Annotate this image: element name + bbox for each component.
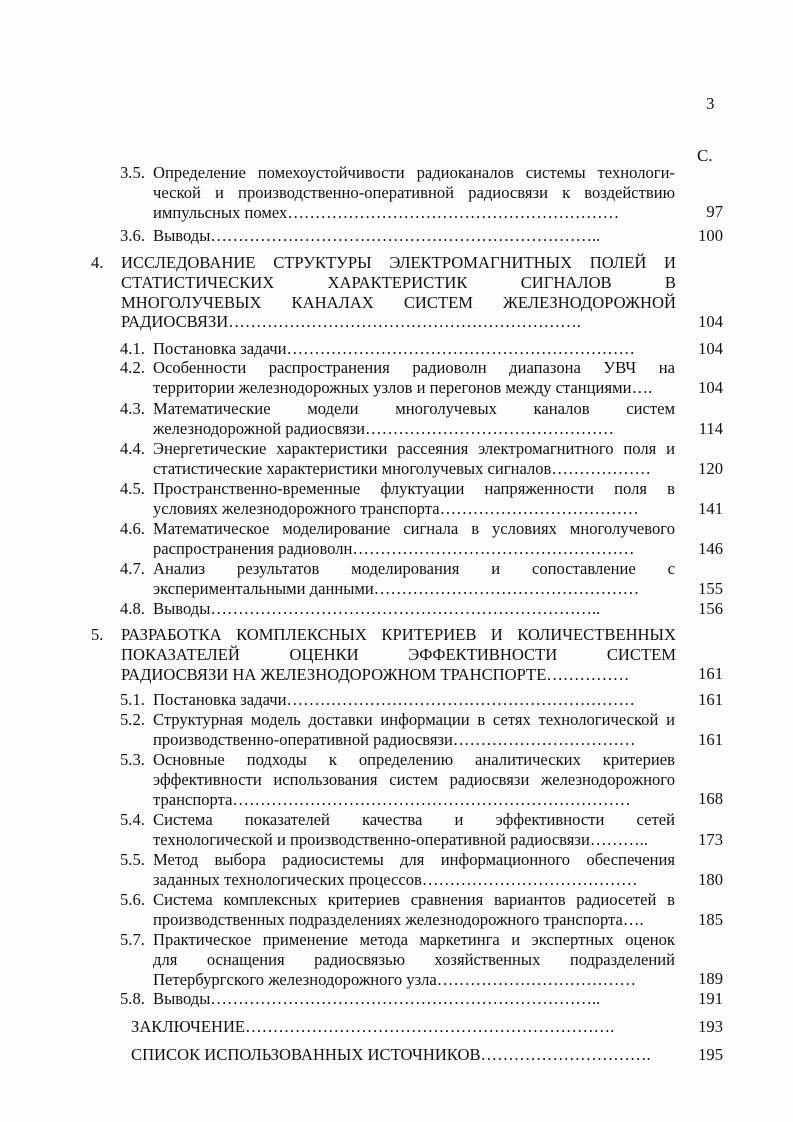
toc-chapter-number: 4. bbox=[91, 253, 104, 272]
page-column-header: С. bbox=[697, 146, 713, 165]
toc-entry-title: Пространственно-временные флуктуации напряженности поля в bbox=[153, 479, 675, 498]
toc-entry-title-line2: распространения радиоволн…………………………………………… bbox=[153, 538, 635, 558]
toc-entry-title: Система комплексных критериев сравнения вариантов радиосетей в bbox=[153, 890, 675, 909]
toc-chapter-title-line3: МНОГОЛУЧЕВЫХ КАНАЛАХ СИСТЕМ ЖЕЛЕЗНОДОРОЖНОЙ bbox=[121, 292, 676, 312]
toc-entry-number: 5.6. bbox=[120, 890, 145, 909]
toc-entry-title-line2: заданных технологических процессов………………………………… bbox=[153, 869, 638, 889]
toc-page-5-2: 161 bbox=[698, 730, 723, 749]
toc-entry-title: Математическое моделирование сигнала в условиях многолучевого bbox=[153, 519, 675, 538]
toc-entry-title: Энергетические характеристики рассеяния электромагнитного поля и bbox=[153, 439, 675, 458]
toc-entry-number: 3.5. bbox=[120, 163, 145, 182]
toc-entry-number: 4.1. bbox=[120, 339, 145, 358]
toc-entry-number: 5.2. bbox=[120, 710, 145, 729]
toc-entry-number: 4.4. bbox=[120, 439, 145, 458]
toc-entry-title-line2: эффективности использования систем радиосвязи железнодорожного bbox=[153, 769, 675, 789]
toc-page-3-6: 100 bbox=[698, 226, 723, 245]
toc-entry-title-line2: территории железнодорожных узлов и перегонов между станциями…. bbox=[153, 377, 653, 397]
toc-entry-number: 5.7. bbox=[120, 930, 145, 949]
toc-page-5-4: 173 bbox=[698, 830, 723, 849]
toc-page-conclusion: 193 bbox=[698, 1017, 723, 1036]
toc-entry-title-line2: железнодорожной радиосвязи……………………………………… bbox=[153, 418, 614, 438]
toc-entry-title: Выводы…………………………………………………………….. bbox=[153, 989, 601, 1008]
toc-entry-title-line2: ческой и производственно-оперативной радиосвязи к воздействию bbox=[153, 182, 675, 202]
toc-entry-title: Выводы…………………………………………………………….. bbox=[153, 599, 601, 618]
toc-entry-number: 4.5. bbox=[120, 479, 145, 498]
toc-entry-number: 4.2. bbox=[120, 358, 145, 377]
toc-entry-title: Структурная модель доставки информации в сетях технологической и bbox=[153, 710, 675, 729]
toc-entry-title-line2: производственно-оперативной радиосвязи…………………………… bbox=[153, 729, 636, 749]
toc-entry-title: Определение помехоустойчивости радиоканалов системы технологи- bbox=[153, 163, 675, 182]
toc-page-4-2: 104 bbox=[698, 378, 723, 397]
toc-chapter-title: РАЗРАБОТКА КОМПЛЕКСНЫХ КРИТЕРИЕВ И КОЛИЧЕСТВЕННЫХ bbox=[121, 625, 676, 644]
toc-page-5-8: 191 bbox=[698, 989, 723, 1008]
toc-entry-title: Математические модели многолучевых каналов систем bbox=[153, 399, 675, 418]
toc-entry-number: 5.4. bbox=[120, 810, 145, 829]
toc-chapter-title-line2: СТАТИСТИЧЕСКИХ ХАРАКТЕРИСТИК СИГНАЛОВ В bbox=[121, 272, 676, 292]
toc-chapter-title-line4: РАДИОСВЯЗИ………………………………………………………. bbox=[121, 312, 581, 332]
toc-page-5-6: 185 bbox=[698, 910, 723, 929]
toc-page-4-8: 156 bbox=[698, 599, 723, 618]
toc-page-4-1: 104 bbox=[698, 339, 723, 358]
toc-entry-number: 5.1. bbox=[120, 690, 145, 709]
toc-page-4: 104 bbox=[698, 312, 723, 331]
toc-entry-title-line3: транспорта……………………………………………………………… bbox=[153, 789, 631, 809]
page-number: 3 bbox=[706, 94, 715, 113]
toc-entry-title: Особенности распространения радиоволн диапазона УВЧ на bbox=[153, 358, 675, 377]
toc-entry-title-line3: Петербургского железнодорожного узла……………………………… bbox=[153, 969, 636, 989]
toc-chapter-title-line3: РАДИОСВЯЗИ НА ЖЕЛЕЗНОДОРОЖНОМ ТРАНСПОРТЕ…………… bbox=[121, 664, 630, 684]
toc-entry-number: 5.8. bbox=[120, 989, 145, 1008]
toc-entry-number: 4.3. bbox=[120, 399, 145, 418]
toc-entry-number: 4.7. bbox=[120, 559, 145, 578]
toc-entry-number: 5.3. bbox=[120, 750, 145, 769]
toc-entry-title-line2: для оснащения радиосвязью хозяйственных подразделений bbox=[153, 949, 675, 969]
toc-entry-title-line2: условиях железнодорожного транспорта……………………………… bbox=[153, 498, 639, 518]
toc-page-4-5: 141 bbox=[698, 499, 723, 518]
toc-entry-title: Выводы…………………………………………………………….. bbox=[153, 226, 601, 245]
toc-entry-title-line2: производственных подразделениях железнодорожного транспорта…. bbox=[153, 909, 644, 929]
toc-page-5-3: 168 bbox=[698, 789, 723, 808]
toc-entry-number: 4.6. bbox=[120, 519, 145, 538]
toc-chapter-title: ИССЛЕДОВАНИЕ СТРУКТУРЫ ЭЛЕКТРОМАГНИТНЫХ ПОЛЕЙ И bbox=[121, 253, 676, 272]
toc-entry-title: Анализ результатов моделирования и сопоставление с bbox=[153, 559, 675, 578]
toc-entry-title-line2: экспериментальными данными………………………………………… bbox=[153, 578, 640, 598]
toc-entry-title-line2: технологической и производственно-оперативной радиосвязи……….. bbox=[153, 829, 648, 849]
toc-chapter-title-line2: ПОКАЗАТЕЛЕЙ ОЦЕНКИ ЭФФЕКТИВНОСТИ СИСТЕМ bbox=[121, 644, 676, 664]
toc-page-5: 161 bbox=[698, 664, 723, 683]
toc-entry-number: 4.8. bbox=[120, 599, 145, 618]
toc-page-4-4: 120 bbox=[698, 459, 723, 478]
toc-page-3-5: 97 bbox=[706, 202, 723, 221]
toc-entry-title: Постановка задачи……………………………………………………… bbox=[153, 339, 635, 358]
toc-entry-title: Метод выбора радиосистемы для информационного обеспечения bbox=[153, 850, 675, 869]
toc-page-5-1: 161 bbox=[698, 690, 723, 709]
toc-page-4-7: 155 bbox=[698, 579, 723, 598]
toc-entry-title: СПИСОК ИСПОЛЬЗОВАННЫХ ИСТОЧНИКОВ…………………………. bbox=[131, 1045, 651, 1064]
toc-page-4-6: 146 bbox=[698, 539, 723, 558]
toc-page-5-7: 189 bbox=[698, 969, 723, 988]
toc-entry-number: 3.6. bbox=[120, 226, 145, 245]
toc-chapter-number: 5. bbox=[91, 625, 104, 644]
toc-entry-title: Постановка задачи……………………………………………………… bbox=[153, 690, 635, 709]
toc-entry-title: ЗАКЛЮЧЕНИЕ…………………………………………………………. bbox=[131, 1017, 615, 1036]
toc-entry-title: Основные подходы к определению аналитических критериев bbox=[153, 750, 675, 769]
toc-entry-title-line3: импульсных помех…………………………………………………… bbox=[153, 202, 620, 222]
toc-page-references: 195 bbox=[698, 1045, 723, 1064]
toc-page-4-3: 114 bbox=[698, 419, 723, 438]
toc-entry-title: Система показателей качества и эффективности сетей bbox=[153, 810, 675, 829]
toc-entry-number: 5.5. bbox=[120, 850, 145, 869]
toc-page-5-5: 180 bbox=[698, 870, 723, 889]
toc-entry-title-line2: статистические характеристики многолучевых сигналов……………… bbox=[153, 458, 651, 478]
toc-entry-title: Практическое применение метода маркетинга и экспертных оценок bbox=[153, 930, 675, 949]
